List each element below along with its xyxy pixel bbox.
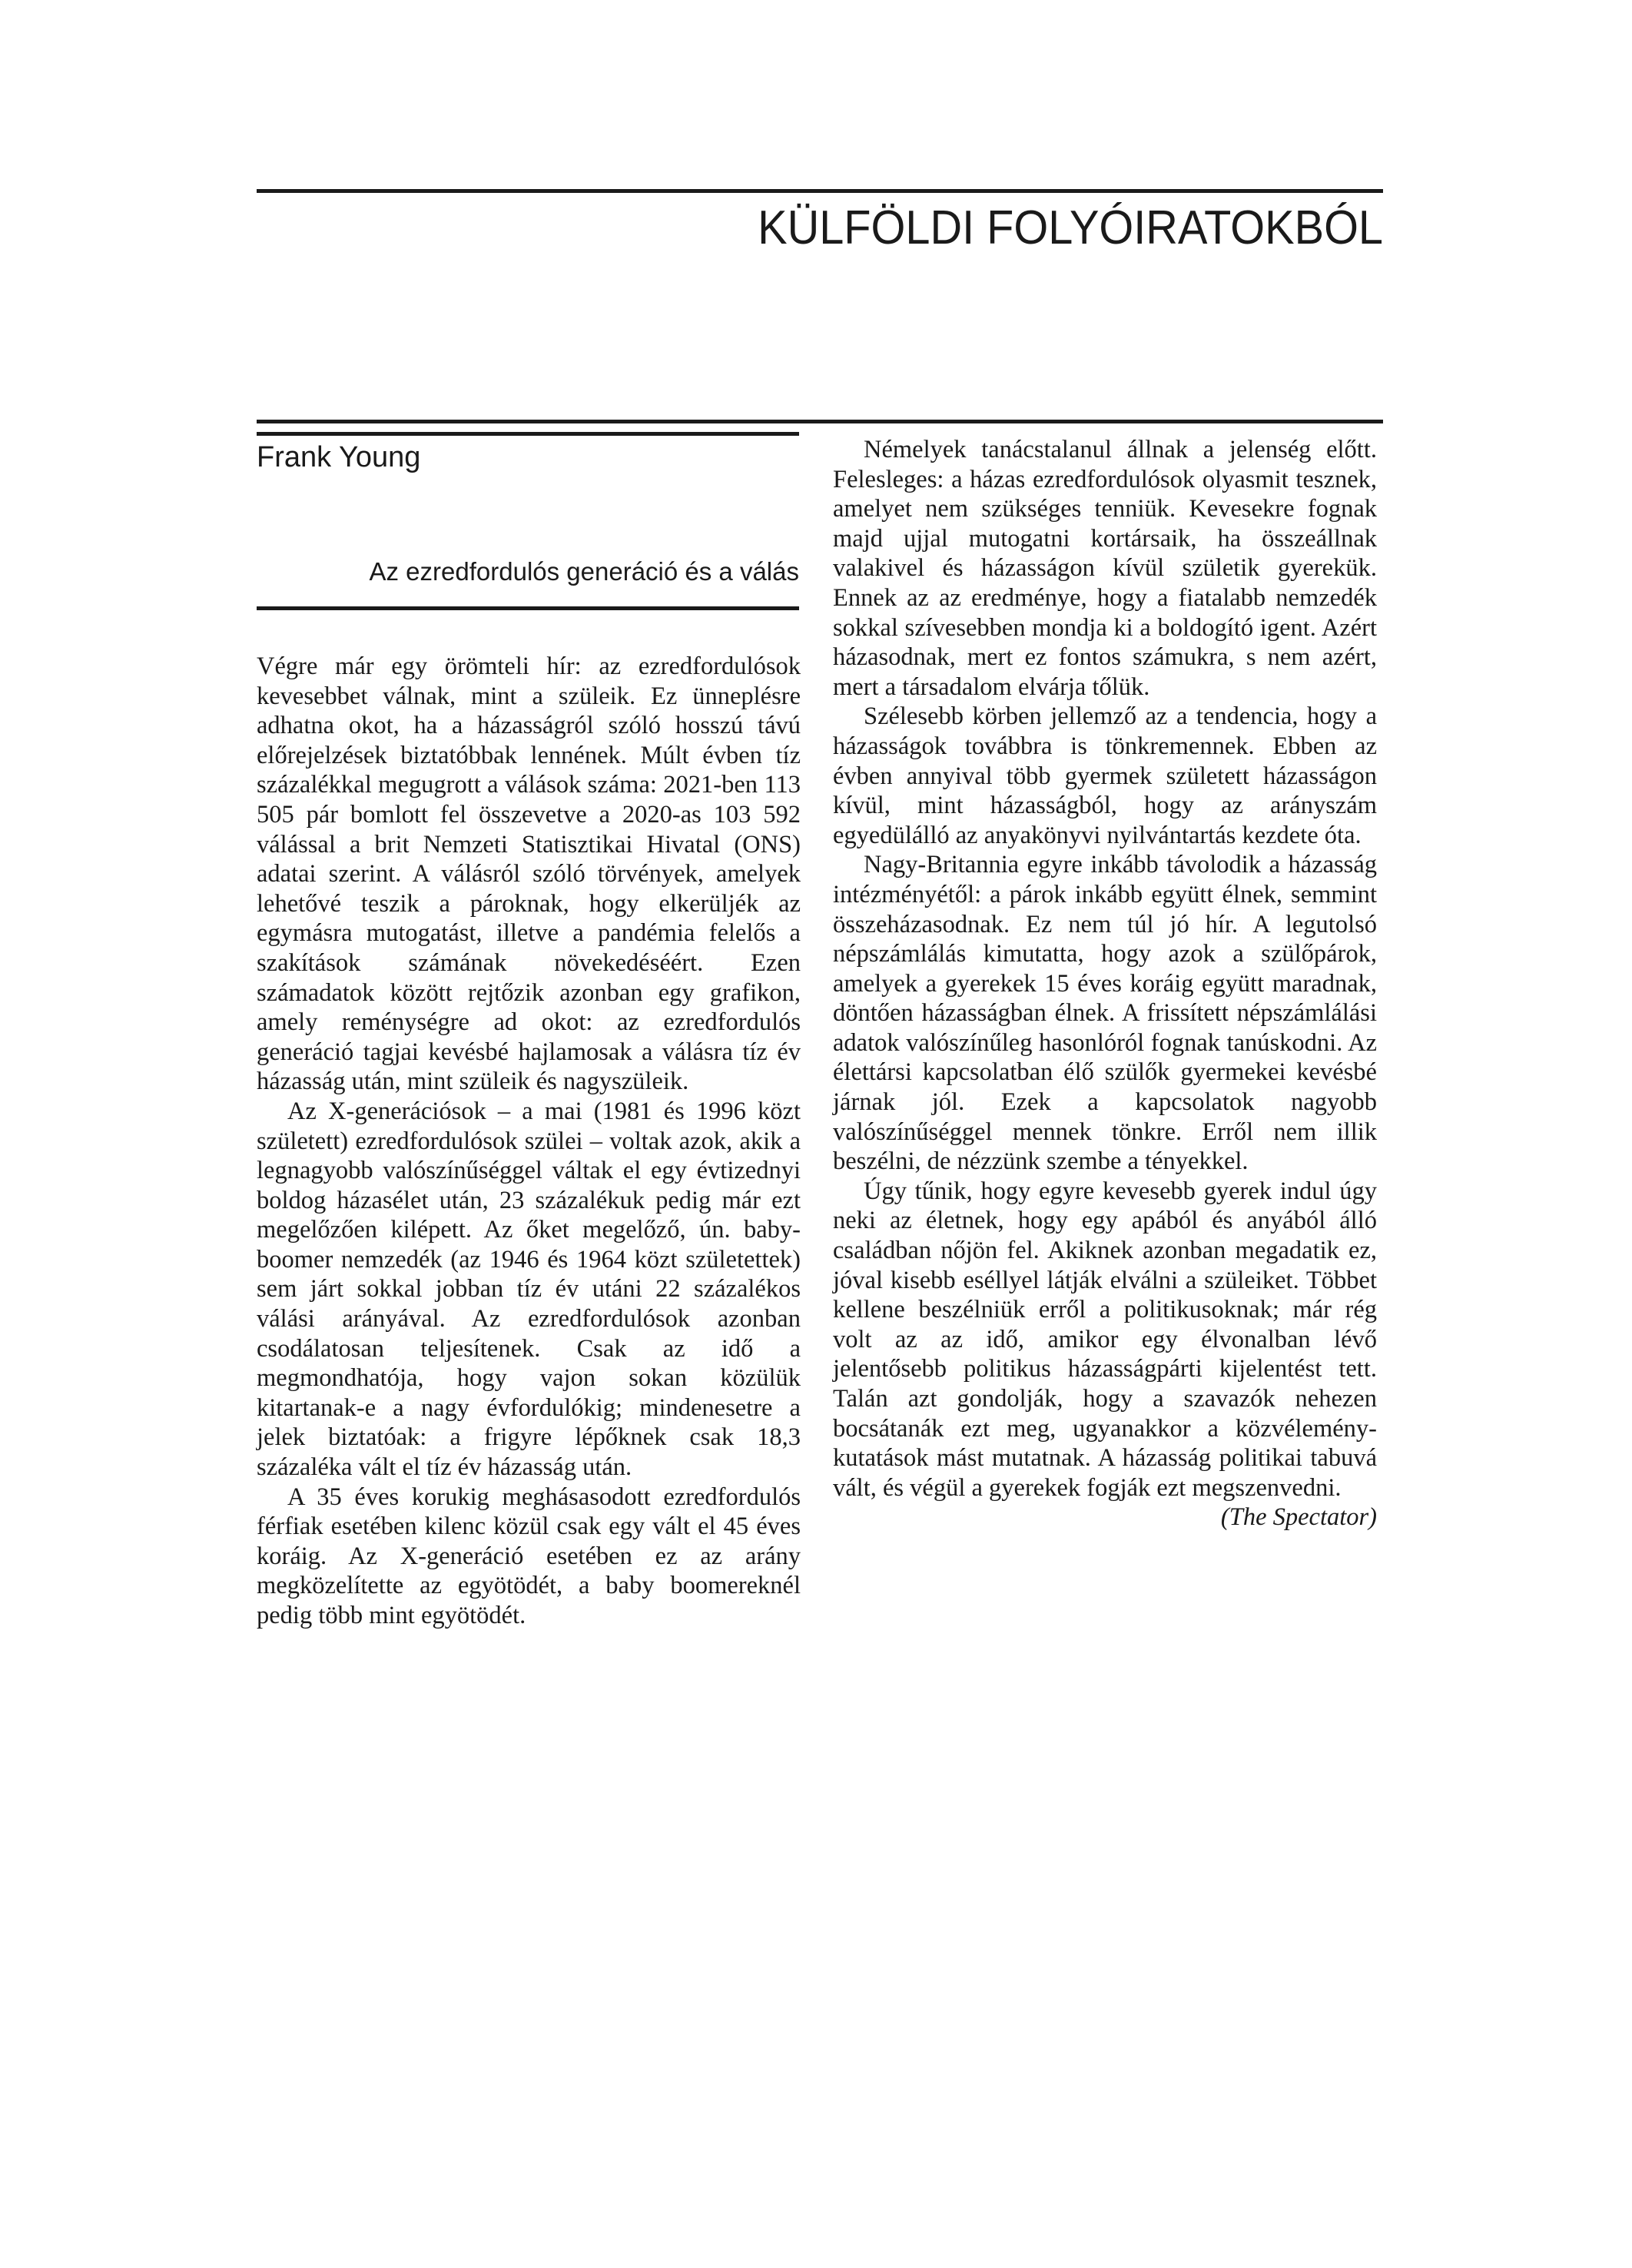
paragraph: A 35 éves korukig meghásasodott ezredfordulós férfiak esetében kilenc közül csak egy vált el 45 éves koráig. Az X-generáció esetében ez az arány megközelítette az egyötödét, a baby boomereknél pedig több mint egyötödét. (257, 1483, 801, 1629)
right-column (833, 435, 1377, 1532)
author-rule (257, 432, 799, 436)
article-author: Frank Young (257, 441, 421, 473)
paragraph: Végre már egy örömteli hír: az ezredfordulósok kevesebbet válnak, mint a szüleik. Ez ünneplésre adhatna okot, ha a házasságról szóló hosszú távú előrejelzések biztatóbbak lennének. Múlt évben tíz százalékkal megugrott a válások száma: 2021-ben 113 505 pár bomlott fel összevetve a 2020-as 103 592 válással a brit Nemzeti Statisztikai Hivatal (ONS) adatai szerint. A válásról szóló törvények, amelyek lehetővé teszik a pároknak, hogy elkerüljék az egymásra mutogatást, illetve a pandémia felelős a szakítások számának növekedéséért. Ezen számadatok között rejtőzik azonban egy grafikon, amely reménységre ad okot: az ezredfordulós generáció tagjai kevésbé hajlamosak a válásra tíz év házasság után, mint szüleik és nagyszüleik. (257, 653, 801, 1096)
top-rule (257, 189, 1383, 193)
section-title: KÜLFÖLDI FOLYÓIRATOKBÓL (758, 201, 1383, 254)
article-title: Az ezredfordulós generáció és a válás (369, 557, 799, 586)
source-citation: (The Spectator) (1220, 1503, 1377, 1532)
left-column (257, 652, 801, 1631)
paragraph: Némelyek tanácstalanul állnak a jelenség előtt. Felesleges: a házas ezredfordulósok olyasmit tesznek, amelyet nem szükséges tenniük. Kevesekre fognak majd ujjal mutogatni kortársaik, ha összeállnak valakivel és házasságon kívül születik gyerekük. Ennek az az eredménye, hogy a fiatalabb nemzedék sokkal szívesebben mondja ki a boldogító igent. Azért házasodnak, mert ez fontos számukra, s nem azért, mert a társadalom elvárja tőlük. (833, 436, 1377, 701)
paragraph: Nagy-Britannia egyre inkább távolodik a házasság intézményétől: a párok inkább együtt élnek, semmint összeházasodnak. Ez nem túl jó hír. A legutolsó népszámlálás kimutatta, hogy azok a szülőpárok, amelyek a gyerekek 15 éves koráig együtt maradnak, döntően házasságban élnek. A frissített népszámlálási adatok valószínűleg hasonlóról fognak tanúskodni. Az élettársi kapcsolatban élő szülők gyermekei kevésbé járnak jól. Ezek a kapcsolatok nagyobb valószínűséggel mennek tönkre. Erről nem illik beszélni, de nézzünk szembe a tényekkel. (833, 851, 1377, 1176)
title-underline-rule (257, 606, 799, 610)
paragraph: Szélesebb körben jellemző az a tendencia, hogy a házasságok továbbra is tönkremennek. Ebben az évben annyival több gyermek született házasságon kívül, mint házasságból, hogy az arányszám egyedülálló az anyakönyvi nyilvántartás kezdete óta. (833, 702, 1377, 849)
section-divider-rule (257, 420, 1383, 423)
paragraph: Az X-generációsok – a mai (1981 és 1996 közt született) ezredfordulósok szülei – voltak azok, akik a legnagyobb valószínűséggel váltak el egy évtizednyi boldog házasélet után, 23 százalékuk pedig már ezt megelőzően kilépett. Az őket megelőző, ún. baby-boomer nemzedék (az 1946 és 1964 közt születettek) sem járt sokkal jobban tíz év utáni 22 százalékos válási arányával. Az ezredfordulósok azonban csodálatosan teljesítenek. Csak az idő a megmondhatója, hogy vajon sokan közülük kitartanak-e a nagy évfordulókig; mindenesetre a jelek biztatóak: a frigyre lépőknek csak 18,3 százaléka vált el tíz év házasság után. (257, 1097, 801, 1482)
paragraph: Úgy tűnik, hogy egyre kevesebb gyerek indul úgy neki az életnek, hogy egy apából és anyából álló családban nőjön fel. Akiknek azonban megadatik ez, jóval kisebb eséllyel látják elválni a szüleiket. Többet kellene beszélniük erről a politikusoknak; már rég volt az az idő, amikor egy élvonalban lévő jelentősebb politikus házasságpárti kijelentést tett. Talán azt gondolják, hogy a szavazók nehezen bocsátanák ezt meg, ugyanakkor a közvélemény-kutatások mást mutatnak. A házasság politikai tabuvá vált, és végül a gyerekek fogják ezt megszenvedni. (833, 1177, 1377, 1502)
